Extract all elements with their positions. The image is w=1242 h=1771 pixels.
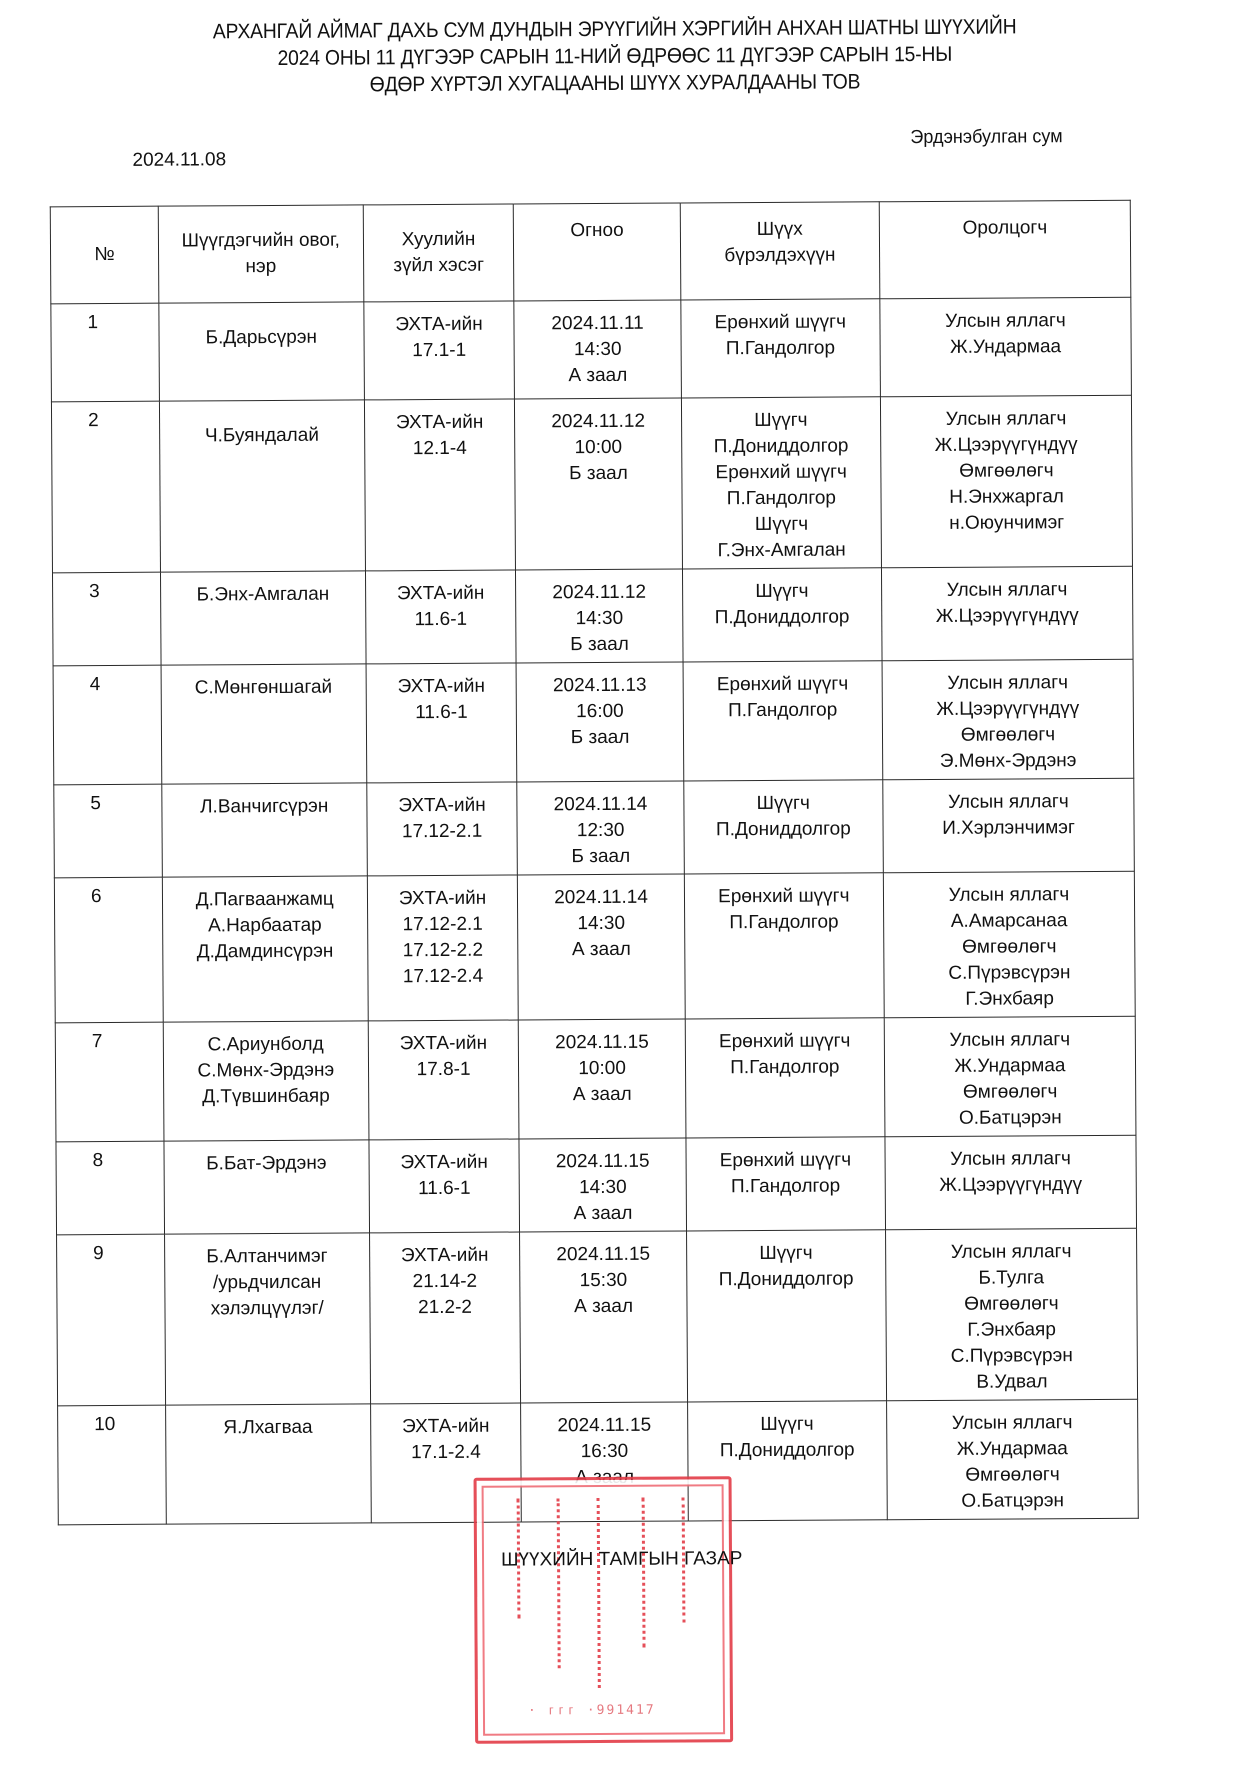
stamp-script-column — [642, 1498, 656, 1648]
participants-cell — [885, 1228, 1137, 1401]
defendant-names-cell — [162, 876, 368, 1022]
participants-line: С.Пүрэвсүрэн — [950, 1345, 1073, 1367]
participants-cell — [883, 778, 1135, 873]
participants-line: Өмгөөлөгч — [959, 460, 1054, 482]
hearing-date-time-room-line: Б заал — [571, 845, 631, 868]
participants-cell — [887, 1399, 1139, 1520]
participants-line: О.Батцэрэн — [961, 1490, 1065, 1512]
hearing-date-time-room-cell — [517, 781, 684, 875]
participants-line: Улсын яллагч — [948, 884, 1070, 906]
table-row — [53, 659, 1134, 785]
participants-line: О.Батцэрэн — [958, 1107, 1062, 1129]
hearing-date-time-room-line: 2024.11.12 — [551, 410, 646, 433]
title-line-1: АРХАНГАЙ АЙМАГ ДАХЬ СУМ ДУНДЫН ЭРҮҮГИЙН ХЭРГИЙН АНХАН ШАТНЫ ШҮҮХИЙН — [212, 15, 1017, 44]
defendant-names-line: Д.Пагваанжамц — [195, 888, 334, 911]
court-panel-cell — [685, 1018, 885, 1138]
court-office-label: ШҮҮХИЙН ТАМГЫН ГАЗАР — [500, 1548, 743, 1571]
participants-line: Өмгөөлөгч — [960, 724, 1056, 746]
participants-line: Улсын яллагч — [945, 408, 1067, 430]
defendant-names-cell — [160, 571, 365, 665]
participants-line: И.Хэрлэнчимэг — [942, 817, 1075, 839]
law-article-cell — [369, 1139, 520, 1233]
defendant-names-line: Б.Дарьсүрэн — [205, 326, 318, 349]
court-panel-cell — [681, 397, 881, 569]
document-place: Эрдэнэбулган сум — [910, 126, 1063, 149]
law-article-line: ЭХТА-ийн — [395, 313, 483, 336]
header-text: нэр — [245, 255, 277, 278]
court-panel-cell — [683, 780, 883, 874]
hearing-date-time-room-cell — [519, 1019, 686, 1139]
participants-line: Г.Энхбаяр — [965, 988, 1054, 1010]
header-text: Оролцогч — [962, 217, 1048, 239]
law-article-line: 21.14-2 — [412, 1270, 478, 1293]
defendant-names-cell — [165, 1404, 370, 1524]
defendant-names-line: Д.Түвшинбаяр — [202, 1085, 330, 1108]
participants-line: Г.Энхбаяр — [967, 1319, 1056, 1341]
law-article-cell — [369, 1232, 521, 1404]
document-date: 2024.11.08 — [132, 149, 227, 171]
hearing-date-time-room-cell — [518, 874, 685, 1020]
title-line-2: 2024 ОНЫ 11 ДҮГЭЭР САРЫН 11-НИЙ ӨДРӨӨС 11 ДҮГЭЭР САРЫН 15-НЫ — [277, 42, 953, 70]
table-row — [54, 871, 1135, 1023]
law-article-cell — [365, 570, 516, 664]
hearing-date-time-room-line: 2024.11.15 — [555, 1031, 649, 1054]
header-text: Шүүх — [756, 218, 803, 241]
participants-line: Өмгөөлөгч — [965, 1464, 1060, 1486]
header-col-defendant — [158, 205, 363, 303]
participants-cell — [880, 395, 1132, 568]
header-col-number — [50, 206, 158, 304]
participants-cell — [882, 659, 1134, 780]
court-panel-line: П.Гандолгор — [725, 337, 836, 360]
hearing-date-time-room-line: А заал — [568, 364, 628, 387]
table-row — [51, 297, 1132, 402]
court-panel-line: Ерөнхий шүүгч — [719, 1149, 852, 1172]
participants-line: Өмгөөлөгч — [962, 936, 1057, 958]
defendant-names-cell — [159, 400, 365, 572]
law-article-cell — [368, 1020, 520, 1140]
law-article-line: 17.1-1 — [412, 339, 467, 362]
participants-line: Б.Тулга — [978, 1267, 1045, 1289]
hearing-schedule-table — [50, 200, 1139, 1526]
stamp-script-column — [557, 1498, 571, 1668]
participants-line: Улсын яллагч — [949, 1029, 1071, 1051]
hearing-date-time-room-line: 10:00 — [574, 436, 623, 459]
law-article-line: 11.6-1 — [414, 608, 468, 631]
participants-cell — [880, 297, 1132, 397]
hearing-date-time-room-line: Б заал — [570, 633, 629, 656]
hearing-date-time-room-cell — [517, 662, 684, 782]
hearing-date-time-room-line: А заал — [572, 1083, 632, 1106]
law-article-line: ЭХТА-ийн — [396, 582, 485, 605]
law-article-line: ЭХТА-ийн — [397, 675, 485, 698]
participants-line: Өмгөөлөгч — [962, 1081, 1058, 1103]
hearing-date-time-room-line: 16:00 — [576, 700, 624, 723]
participants-line: Ж.Цээрүүгүндүү — [936, 698, 1080, 720]
participants-line: Ж.Цээрүүгүндүү — [934, 434, 1078, 456]
law-article-cell — [363, 301, 514, 400]
court-panel-line: П.Дониддолгор — [714, 606, 850, 629]
official-stamp — [474, 1476, 734, 1744]
law-article-line: 17.12-2.2 — [402, 939, 484, 962]
row-number: 2 — [51, 401, 160, 573]
table-row — [51, 395, 1132, 573]
court-panel-line: П.Дониддолгор — [715, 818, 851, 841]
participants-cell — [881, 566, 1133, 661]
defendant-names-cell — [162, 783, 367, 877]
header-text: Шүүгдэгчийн овог, — [181, 229, 340, 252]
law-article-line: ЭХТА-ийн — [395, 411, 484, 434]
defendant-names-line: А.Нарбаатар — [208, 914, 322, 937]
stamp-number: · ᴦᴦᴦ ·991417 — [527, 1702, 656, 1719]
participants-line: Улсын яллагч — [946, 579, 1068, 601]
court-panel-line: П.Дониддолгор — [719, 1439, 855, 1462]
court-panel-line: Ерөнхий шүүгч — [718, 1030, 851, 1053]
row-number: 8 — [56, 1141, 164, 1235]
participants-line: Улсын яллагч — [945, 310, 1066, 332]
table-body — [51, 297, 1138, 1525]
defendant-names-cell — [164, 1140, 369, 1234]
law-article-line: ЭХТА-ийн — [398, 794, 486, 817]
defendant-names-cell — [159, 302, 364, 401]
participants-line: Ж.Ундармаа — [950, 336, 1062, 358]
court-panel-cell — [686, 1137, 886, 1231]
court-panel-line: Шүүгч — [760, 1413, 814, 1436]
court-panel-line: П.Дониддолгор — [718, 1268, 854, 1291]
participants-line: Улсын яллагч — [950, 1148, 1071, 1170]
row-number: 1 — [51, 303, 159, 402]
participants-line: Э.Мөнх-Эрдэнэ — [939, 750, 1077, 772]
court-panel-line: Шүүгч — [759, 1242, 813, 1265]
participants-cell — [883, 871, 1135, 1018]
participants-line: Улсын яллагч — [947, 672, 1069, 694]
hearing-date-time-room-line: 2024.11.14 — [554, 886, 648, 909]
court-panel-line: Ерөнхий шүүгч — [715, 461, 847, 484]
participants-cell — [884, 1016, 1136, 1137]
table-row — [57, 1228, 1138, 1406]
court-panel-line: Ерөнхий шүүгч — [718, 885, 850, 908]
stamp-script-column — [597, 1498, 611, 1688]
table-row — [54, 778, 1135, 878]
defendant-names-line: Д.Дамдинсүрэн — [196, 940, 334, 963]
document-title — [155, 13, 1075, 100]
hearing-date-time-room-line: 2024.11.15 — [556, 1243, 651, 1266]
law-article-cell — [367, 875, 519, 1021]
court-panel-line: Г.Энх-Амгалан — [717, 539, 846, 562]
court-panel-cell — [682, 568, 882, 662]
defendant-names-line: Б.Энх-Амгалан — [196, 583, 330, 606]
participants-line: Улсын яллагч — [950, 1241, 1072, 1263]
row-number: 6 — [54, 877, 163, 1023]
row-number: 4 — [53, 665, 162, 785]
court-panel-line: Шүүгч — [754, 409, 808, 432]
court-panel-line: Шүүгч — [756, 792, 810, 815]
hearing-date-time-room-cell — [514, 300, 681, 399]
hearing-date-time-room-line: 14:30 — [577, 912, 626, 935]
hearing-date-time-room-line: 15:30 — [579, 1269, 628, 1292]
court-panel-line: П.Гандолгор — [730, 1175, 841, 1198]
law-article-line: 21.2-2 — [418, 1296, 473, 1319]
court-panel-line: П.Гандолгор — [728, 699, 838, 722]
header-col-court-panel — [680, 202, 880, 300]
court-panel-line: П.Гандолгор — [730, 1056, 840, 1079]
law-article-line: 17.12-2.1 — [401, 820, 483, 843]
hearing-date-time-room-line: А заал — [574, 1295, 634, 1318]
header-text: Огноо — [570, 219, 624, 242]
header-col-date — [514, 203, 681, 301]
defendant-names-cell — [163, 1021, 368, 1141]
court-panel-line: Ерөнхий шүүгч — [716, 673, 849, 696]
header-text: зүйл хэсэг — [393, 254, 485, 277]
hearing-date-time-room-line: 2024.11.15 — [555, 1150, 650, 1173]
defendant-names-line: /урьдчилсан — [212, 1271, 322, 1294]
court-panel-line: Шүүгч — [754, 513, 809, 536]
hearing-date-time-room-line: 12:30 — [576, 819, 625, 842]
participants-line: н.Оюунчимэг — [949, 512, 1065, 534]
defendant-names-line: С.Ариунболд — [207, 1033, 324, 1056]
court-panel-line: П.Дониддолгор — [713, 435, 849, 458]
hearing-date-time-room-line: 14:30 — [575, 607, 624, 630]
hearing-date-time-room-cell — [515, 398, 682, 570]
hearing-date-time-room-line: 10:00 — [578, 1057, 626, 1080]
court-panel-cell — [683, 661, 883, 781]
defendant-names-line: С.Мөнгөншагай — [194, 676, 333, 699]
hearing-date-time-room-line: 2024.11.15 — [557, 1414, 652, 1437]
row-number: 7 — [55, 1022, 164, 1142]
law-article-line: 17.8-1 — [416, 1058, 471, 1081]
row-number: 5 — [54, 784, 162, 878]
participants-cell — [885, 1135, 1137, 1230]
header-text: № — [94, 243, 115, 266]
law-article-cell — [366, 663, 518, 783]
court-panel-cell — [686, 1230, 886, 1402]
header-col-participants — [879, 200, 1131, 299]
hearing-date-time-room-line: 2024.11.13 — [552, 674, 647, 697]
court-panel-line: П.Гандолгор — [726, 487, 837, 510]
hearing-date-time-room-line: А заал — [571, 938, 631, 961]
table-row — [56, 1135, 1137, 1235]
law-article-line: ЭХТА-ийн — [398, 887, 487, 910]
hearing-date-time-room-cell — [516, 569, 683, 663]
hearing-date-time-room-line: Б заал — [570, 726, 630, 749]
defendant-names-line: Я.Лхагваа — [223, 1416, 313, 1439]
defendant-names-line: Б.Бат-Эрдэнэ — [206, 1152, 327, 1175]
participants-line: Өмгөөлөгч — [964, 1293, 1059, 1315]
law-article-cell — [364, 399, 516, 571]
row-number: 9 — [57, 1234, 166, 1406]
defendant-names-line: Л.Ванчигсүрэн — [199, 795, 329, 818]
hearing-date-time-room-cell — [519, 1138, 686, 1232]
hearing-date-time-room-line: 16:30 — [580, 1440, 629, 1463]
defendant-names-cell — [161, 664, 366, 784]
participants-line: Улсын яллагч — [947, 791, 1069, 813]
court-panel-line: Ерөнхий шүүгч — [714, 311, 847, 334]
court-panel-line: П.Гандолгор — [729, 911, 839, 934]
participants-line: Улсын яллагч — [951, 1412, 1073, 1434]
participants-line: В.Удвал — [976, 1371, 1048, 1393]
law-article-line: 17.12-2.4 — [402, 965, 484, 988]
table-row — [52, 566, 1133, 666]
defendant-names-line: С.Мөнх-Эрдэнэ — [197, 1059, 335, 1082]
law-article-line: 11.6-1 — [418, 1177, 471, 1200]
court-panel-cell — [681, 299, 881, 398]
defendant-names-cell — [164, 1233, 370, 1405]
hearing-date-time-room-line: А заал — [573, 1202, 633, 1225]
header-text: бүрэлдэхүүн — [724, 244, 836, 267]
defendant-names-line: Ч.Буяндалай — [204, 424, 319, 447]
hearing-date-time-room-line: 2024.11.11 — [551, 312, 644, 335]
participants-line: С.Пүрэвсүрэн — [948, 962, 1071, 984]
participants-line: Ж.Ундармаа — [954, 1055, 1066, 1077]
participants-line: Ж.Цээрүүгүндүү — [935, 605, 1079, 627]
title-line-3: ӨДӨР ХҮРТЭЛ ХУГАЦААНЫ ШҮҮХ ХУРАЛДААНЫ ТОВ — [369, 70, 861, 97]
law-article-line: ЭХТА-ийн — [399, 1032, 488, 1055]
row-number: 3 — [52, 572, 160, 666]
law-article-line: ЭХТА-ийн — [400, 1151, 488, 1174]
participants-line: Ж.Ундармаа — [956, 1438, 1068, 1460]
court-panel-cell — [684, 873, 884, 1019]
hearing-date-time-room-line: 14:30 — [578, 1176, 627, 1199]
participants-line: Ж.Цээрүүгүндүү — [939, 1174, 1083, 1196]
header-text: Хуулийн — [401, 228, 476, 251]
defendant-names-line: Б.Алтанчимэг — [206, 1245, 328, 1268]
law-article-line: 11.6-1 — [415, 701, 468, 724]
law-article-line: 12.1-4 — [412, 437, 467, 460]
participants-line: А.Амарсанаа — [950, 910, 1068, 932]
hearing-date-time-room-line: 2024.11.12 — [552, 581, 647, 604]
table-header-row — [50, 200, 1131, 304]
court-panel-line: Шүүгч — [755, 580, 809, 603]
hearing-date-time-room-line: 14:30 — [573, 338, 622, 361]
hearing-date-time-room-line: 2024.11.14 — [553, 793, 648, 816]
hearing-date-time-room-line: А заал — [575, 1466, 635, 1489]
hearing-date-time-room-line: Б заал — [569, 462, 628, 485]
header-col-law-article — [363, 204, 514, 302]
law-article-line: 17.1-2.4 — [410, 1441, 481, 1464]
row-number: 10 — [58, 1405, 167, 1525]
defendant-names-line: хэлэлцүүлэг/ — [210, 1297, 324, 1320]
participants-line: Н.Энхжаргал — [949, 486, 1064, 508]
law-article-cell — [366, 782, 517, 876]
law-article-line: ЭХТА-ийн — [400, 1244, 489, 1267]
law-article-line: ЭХТА-ийн — [402, 1415, 490, 1438]
table-row — [55, 1016, 1136, 1142]
hearing-date-time-room-cell — [520, 1231, 687, 1403]
law-article-line: 17.12-2.1 — [402, 913, 483, 936]
